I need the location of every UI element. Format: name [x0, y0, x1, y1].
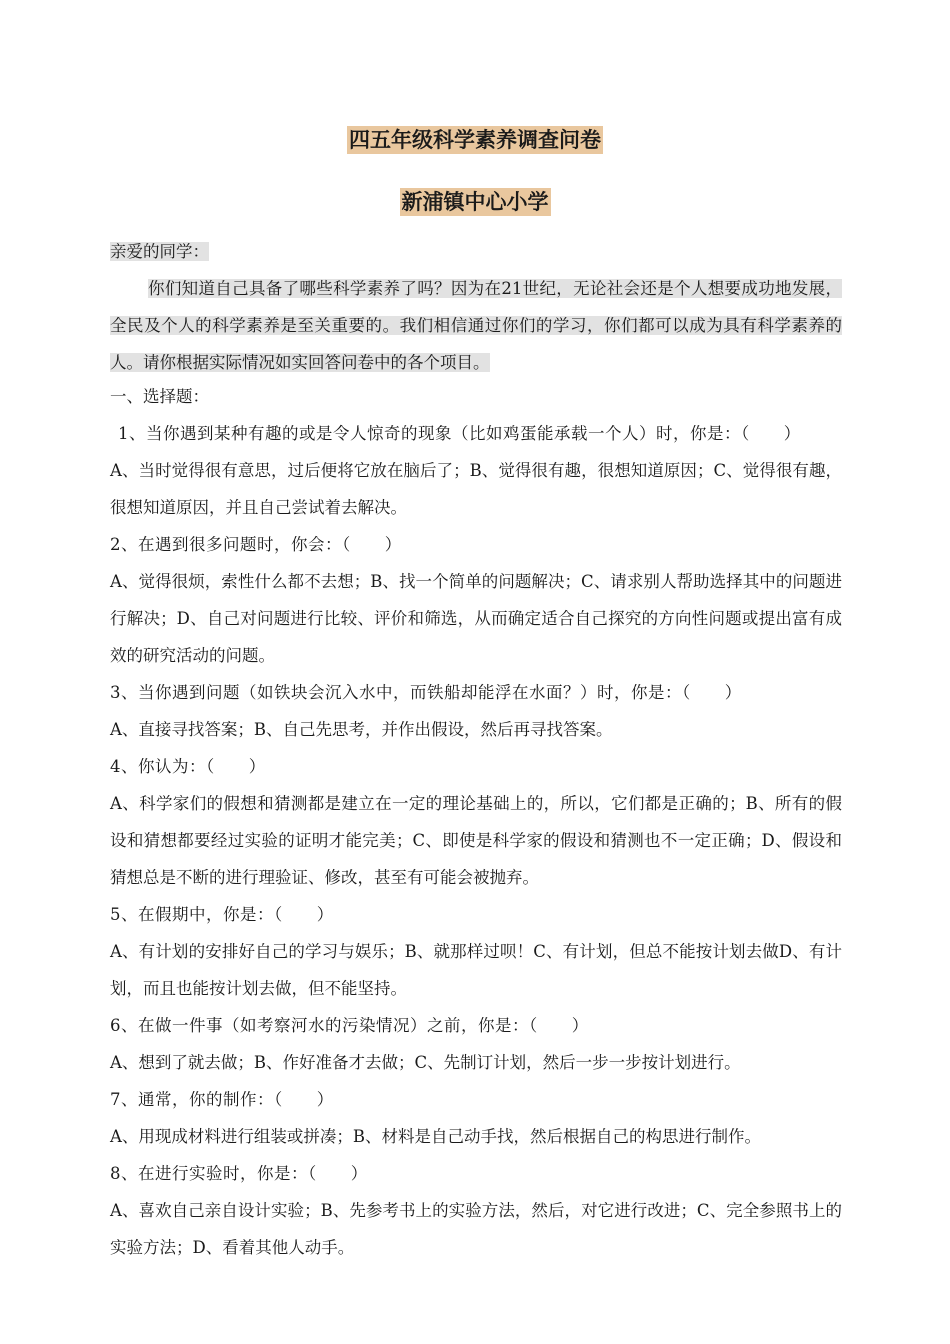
- question-8: 8、在进行实验时，你是：（ ）: [110, 1164, 368, 1183]
- question-1-options: A、当时觉得很有意思，过后便将它放在脑后了；B、觉得很有趣，很想知道原因；C、觉得很有趣，很想知道原因，并且自己尝试着去解决。: [110, 461, 842, 517]
- question-6-options: A、想到了就去做；B、作好准备才去做；C、先制订计划，然后一步一步按计划进行。: [110, 1053, 741, 1072]
- question-3: 3、当你遇到问题（如铁块会沉入水中，而铁船却能浮在水面？）时，你是：（ ）: [110, 683, 742, 702]
- question-8-options: A、喜欢自己亲自设计实验；B、先参考书上的实验方法，然后，对它进行改进；C、完全参照书上的实验方法；D、看着其他人动手。: [110, 1201, 842, 1257]
- question-3-options: A、直接寻找答案；B、自己先思考，并作出假设，然后再寻找答案。: [110, 720, 613, 739]
- greeting: 亲爱的同学：: [110, 242, 209, 261]
- intro-paragraph: 你们知道自己具备了哪些科学素养了吗？因为在21世纪，无论社会还是个人想要成功地发展，全民及个人的科学素养是至关重要的。我们相信通过你们的学习，你们都可以成为具有科学素养的人。请你根据实际情况如实回答问卷中的各个项目。: [110, 279, 842, 372]
- question-4: 4、你认为：（ ）: [110, 757, 266, 776]
- school-name: 新浦镇中心小学: [401, 190, 549, 214]
- question-2: 2、在遇到很多问题时，你会：（ ）: [110, 535, 402, 554]
- question-5: 5、在假期中，你是：（ ）: [110, 905, 334, 924]
- question-7: 7、通常，你的制作：（ ）: [110, 1090, 334, 1109]
- question-6: 6、在做一件事（如考察河水的污染情况）之前，你是：（ ）: [110, 1016, 589, 1035]
- question-4-options: A、科学家们的假想和猜测都是建立在一定的理论基础上的，所以，它们都是正确的；B、所有的假设和猜想都要经过实验的证明才能完美；C、即使是科学家的假设和猜测也不一定正确；D、假设和猜想总是不断的进行理验证、修改，甚至有可能会被抛弃。: [110, 794, 842, 887]
- document-title: 四五年级科学素养调查问卷: [349, 128, 601, 152]
- question-5-options: A、有计划的安排好自己的学习与娱乐；B、就那样过呗！C、有计划，但总不能按计划去做D、有计划，而且也能按计划去做，但不能坚持。: [110, 942, 842, 998]
- section-heading: 一、选择题：: [110, 387, 209, 406]
- question-1: 1、当你遇到某种有趣的或是令人惊奇的现象（比如鸡蛋能承载一个人）时，你是：（ ）: [118, 424, 801, 443]
- question-list: [110, 378, 842, 1266]
- question-2-options: A、觉得很烦，索性什么都不去想；B、找一个简单的问题解决；C、请求别人帮助选择其中的问题进行解决；D、自己对问题进行比较、评价和筛选，从而确定适合自己探究的方向性问题或提出富有成效的研究活动的问题。: [110, 572, 842, 665]
- question-7-options: A、用现成材料进行组装或拼凑；B、材料是自己动手找，然后根据自己的构思进行制作。: [110, 1127, 762, 1146]
